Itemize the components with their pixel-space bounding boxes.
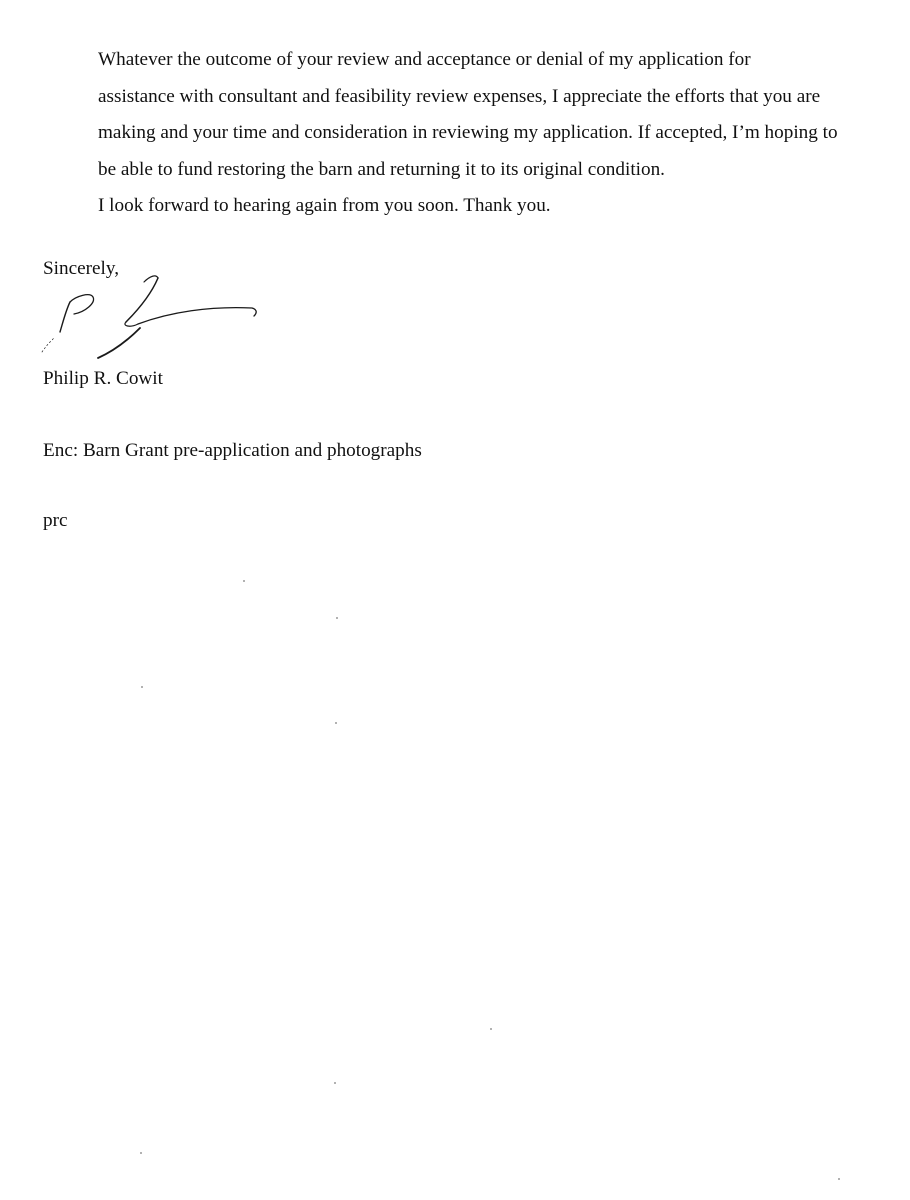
paragraph-line: I look forward to hearing again from you soon. Thank you. — [98, 195, 551, 216]
scan-speck — [336, 617, 338, 619]
scan-speck — [490, 1028, 492, 1030]
paragraph-line: making and your time and consideration in reviewing my application. If accepted, I’m hoping to — [98, 122, 838, 143]
letter-paragraph — [43, 42, 863, 188]
scan-speck — [243, 580, 245, 582]
signer-name: Philip R. Cowit — [43, 368, 163, 389]
typist-initials: prc — [43, 510, 68, 531]
letter-body — [43, 42, 863, 225]
handwritten-signature — [30, 262, 270, 367]
scan-speck — [334, 1082, 336, 1084]
paragraph-line: Whatever the outcome of your review and acceptance or denial of my application for — [98, 49, 751, 70]
scan-speck — [335, 722, 337, 724]
scan-speck — [141, 686, 143, 688]
letter-paragraph — [43, 188, 863, 225]
scan-speck — [140, 1152, 142, 1154]
letter-closing: Sincerely, — [43, 258, 120, 279]
paragraph-line: assistance with consultant and feasibility review expenses, I appreciate the efforts that you are — [98, 85, 821, 107]
scan-speck — [838, 1178, 840, 1180]
enclosure-line: Enc: Barn Grant pre-application and photographs — [43, 440, 422, 461]
paragraph-line: be able to fund restoring the barn and returning it to its original condition. — [98, 158, 665, 180]
